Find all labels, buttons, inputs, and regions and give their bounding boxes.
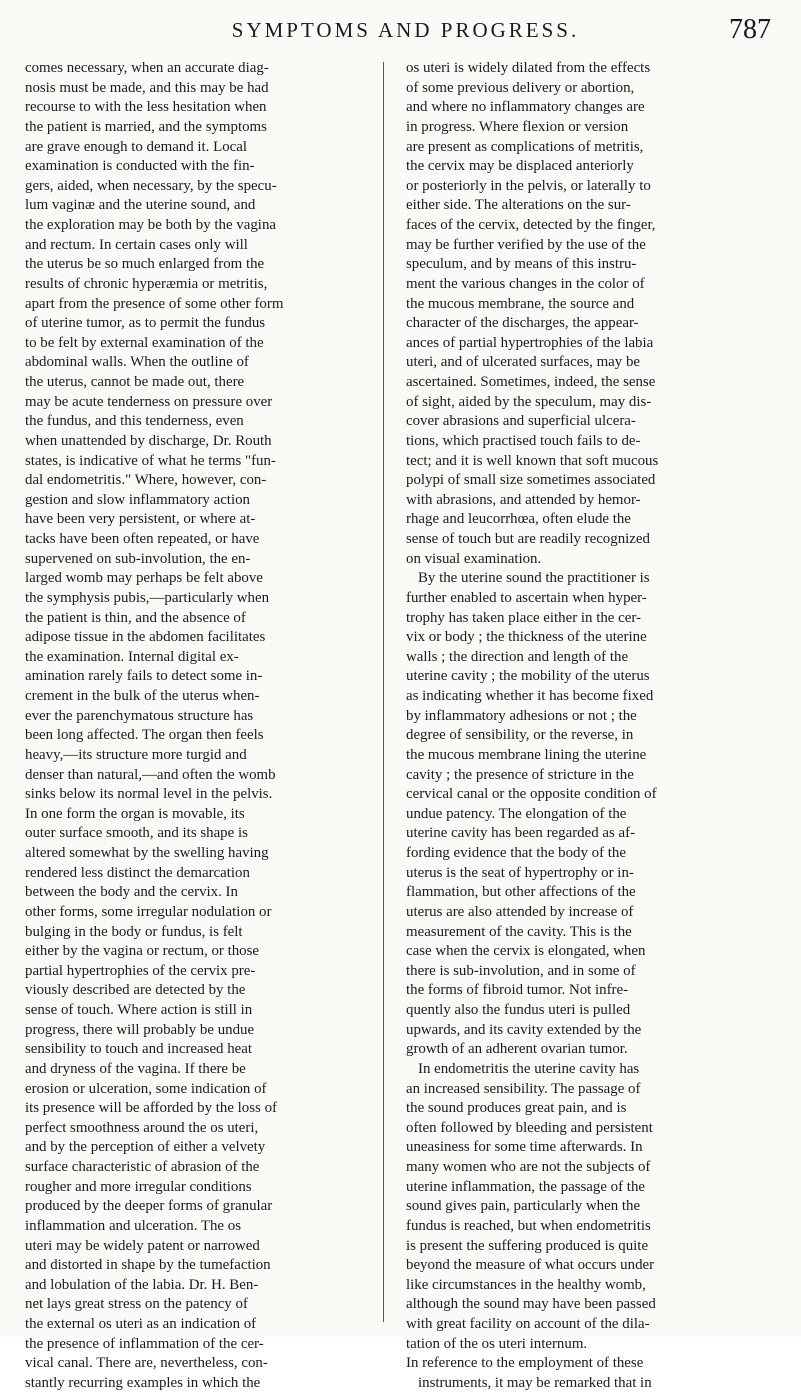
text-line: may be further verified by the use of the xyxy=(406,236,646,253)
text-line: flammation, but other affections of the xyxy=(406,884,636,901)
text-line: of sight, aided by the speculum, may dis- xyxy=(406,393,652,410)
running-title: SYMPTOMS AND PROGRESS. xyxy=(231,18,580,42)
text-line: are present as complications of metritis, xyxy=(406,138,644,155)
text-line: the fundus, and this tenderness, even xyxy=(25,413,244,430)
text-line: vical canal. There are, nevertheless, con- xyxy=(25,1355,268,1372)
text-line: bulging in the body or fundus, is felt xyxy=(25,923,243,940)
text-line: degree of sensibility, or the reverse, in xyxy=(406,727,634,744)
text-line: tation of the os uteri internum. xyxy=(406,1335,588,1352)
text-line: vix or body ; the thickness of the uterine xyxy=(406,629,647,646)
text-line: states, is indicative of what he terms "fun- xyxy=(25,452,276,469)
text-line: rhage and leucorrhœa, often elude the xyxy=(406,511,631,528)
text-line: the exploration may be both by the vagina xyxy=(25,217,277,233)
text-line: surface characteristic of abrasion of the xyxy=(25,1159,260,1175)
text-line: ment the various changes in the color of xyxy=(406,275,645,292)
text-line: altered somewhat by the swelling having xyxy=(25,845,269,861)
text-line: either by the vagina or rectum, or those xyxy=(25,943,260,960)
text-line: the presence of inflammation of the cer- xyxy=(25,1335,264,1352)
text-line: and distorted in shape by the tumefaction xyxy=(25,1257,271,1274)
text-line: instruments, it may be remarked that in xyxy=(418,1374,652,1391)
text-line: undue patency. The elongation of the xyxy=(406,805,627,822)
text-line: In one form the organ is movable, its xyxy=(25,805,245,822)
text-line: when unattended by discharge, Dr. Routh xyxy=(25,432,272,449)
text-line: erosion or ulceration, some indication of xyxy=(25,1080,267,1097)
text-line: or posteriorly in the pelvis, or laterally to xyxy=(406,177,651,194)
text-line: an increased sensibility. The passage of xyxy=(406,1080,641,1097)
text-line: may be acute tenderness on pressure over xyxy=(25,393,273,410)
text-line: ascertained. Sometimes, indeed, the sense xyxy=(406,374,656,390)
text-line: uterine cavity has been regarded as af- xyxy=(406,825,636,842)
text-line: like circumstances in the healthy womb, xyxy=(406,1276,646,1293)
text-line: as indicating whether it has become fixed xyxy=(406,688,654,704)
text-line: uterine cavity ; the mobility of the uterus xyxy=(406,668,650,685)
text-line: progress, there will probably be undue xyxy=(25,1021,255,1038)
text-line: adipose tissue in the abdomen facilitates xyxy=(25,629,266,646)
text-line: partial hypertrophies of the cervix pre- xyxy=(25,962,256,979)
text-line: are grave enough to demand it. Local xyxy=(25,138,248,155)
column-divider xyxy=(383,62,384,1322)
text-line: beyond the measure of what occurs under xyxy=(406,1257,655,1274)
text-line: in progress. Where flexion or version xyxy=(406,118,629,135)
text-line: outer surface smooth, and its shape is xyxy=(25,825,248,842)
text-line: and dryness of the vagina. If there be xyxy=(25,1060,246,1077)
text-line: produced by the deeper forms of granular xyxy=(25,1198,273,1215)
text-line: ances of partial hypertrophies of the labia xyxy=(406,334,654,351)
text-line: nosis must be made, and this may be had xyxy=(25,79,269,96)
text-line: sense of touch but are readily recognized xyxy=(406,531,650,547)
text-line: quently also the fundus uteri is pulled xyxy=(406,1002,631,1018)
text-line: the symphysis pubis,—particularly when xyxy=(25,589,270,606)
text-line: growth of an adherent ovarian tumor. xyxy=(406,1041,628,1058)
text-line: examination is conducted with the fin- xyxy=(25,158,255,175)
text-line: heavy,—its structure more turgid and xyxy=(25,746,247,763)
text-line: apart from the presence of some other form xyxy=(25,295,284,312)
text-line: recourse to with the less hesitation when xyxy=(25,99,267,116)
text-line: on visual examination. xyxy=(406,550,542,567)
text-line: gestion and slow inflammatory action xyxy=(25,491,250,508)
text-line: and lobulation of the labia. Dr. H. Ben- xyxy=(25,1276,259,1293)
text-line: and by the perception of either a velvety xyxy=(25,1139,266,1156)
text-line: the mucous membrane lining the uterine xyxy=(406,746,647,763)
text-line: many women who are not the subjects of xyxy=(406,1159,651,1175)
text-line: faces of the cervix, detected by the finger, xyxy=(406,217,656,233)
text-line: net lays great stress on the patency of xyxy=(25,1296,248,1313)
text-line: either side. The alterations on the sur- xyxy=(406,197,631,214)
text-line: uteri, and of ulcerated surfaces, may be xyxy=(406,354,641,371)
text-line: cervical canal or the opposite condition of xyxy=(406,786,657,803)
text-line: the uterus, cannot be made out, there xyxy=(25,374,245,390)
text-line: supervened on sub-involution, the en- xyxy=(25,550,251,567)
text-line: cavity ; the presence of stricture in the xyxy=(406,766,634,783)
text-line: speculum, and by means of this instru- xyxy=(406,256,637,273)
text-line: tacks have been often repeated, or have xyxy=(25,531,260,547)
text-line: and rectum. In certain cases only will xyxy=(25,236,248,253)
text-line: uteri may be widely patent or narrowed xyxy=(25,1237,260,1254)
text-line: with great facility on account of the dila- xyxy=(406,1316,650,1332)
text-line: the sound produces great pain, and is xyxy=(406,1100,627,1117)
text-line: to be felt by external examination of the xyxy=(25,334,264,351)
text-line: ever the parenchymatous structure has xyxy=(25,707,254,724)
text-line: In endometritis the uterine cavity has xyxy=(418,1060,640,1077)
text-line: and where no inflammatory changes are xyxy=(406,99,645,116)
text-line: trophy has taken place either in the cer- xyxy=(406,609,641,626)
text-line: of uterine tumor, as to permit the fundus xyxy=(25,315,266,332)
text-line: upwards, and its cavity extended by the xyxy=(406,1021,642,1038)
text-line: case when the cervix is elongated, when xyxy=(406,943,646,960)
text-line: sinks below its normal level in the pelvis. xyxy=(25,786,273,803)
text-line: os uteri is widely dilated from the effects xyxy=(406,60,651,76)
text-line: its presence will be afforded by the loss of xyxy=(25,1100,277,1117)
text-line: by inflammatory adhesions or not ; the xyxy=(406,707,637,724)
text-line: uneasiness for some time afterwards. In xyxy=(406,1139,643,1156)
text-line: larged womb may perhaps be felt above xyxy=(25,570,263,587)
text-line: been long affected. The organ then feels xyxy=(25,727,264,744)
text-line: sensibility to touch and increased heat xyxy=(25,1041,253,1058)
text-line: of some previous delivery or abortion, xyxy=(406,79,635,96)
text-line: although the sound may have been passed xyxy=(406,1296,656,1313)
page-number: 787 xyxy=(729,14,771,45)
text-line: the mucous membrane, the source and xyxy=(406,295,635,312)
text-line: comes necessary, when an accurate diag- xyxy=(25,60,269,76)
text-line: rendered less distinct the demarcation xyxy=(25,864,250,881)
text-line: inflammation and ulceration. The os xyxy=(25,1217,241,1234)
text-line: sense of touch. Where action is still in xyxy=(25,1002,253,1018)
text-line: fording evidence that the body of the xyxy=(406,845,626,861)
left-column xyxy=(25,59,370,1394)
text-line: the patient is thin, and the absence of xyxy=(25,609,246,626)
text-line: there is sub-involution, and in some of xyxy=(406,962,636,979)
text-line: stantly recurring examples in which the xyxy=(25,1374,261,1391)
text-line: rougher and more irregular conditions xyxy=(25,1178,252,1195)
text-line: the uterus be so much enlarged from the xyxy=(25,256,265,273)
text-line: have been very persistent, or where at- xyxy=(25,511,256,528)
text-line: walls ; the direction and length of the xyxy=(406,648,629,665)
text-line: tect; and it is well known that soft mucous xyxy=(406,452,659,469)
text-line: sound gives pain, particularly when the xyxy=(406,1198,641,1215)
text-line: often followed by bleeding and persistent xyxy=(406,1119,653,1136)
text-line: is present the suffering produced is quite xyxy=(406,1237,649,1254)
text-line: character of the discharges, the appear- xyxy=(406,315,639,332)
text-line: results of chronic hyperæmia or metritis, xyxy=(25,275,268,292)
text-line: denser than natural,—and often the womb xyxy=(25,766,276,783)
text-line: crement in the bulk of the uterus when- xyxy=(25,688,260,704)
text-line: the cervix may be displaced anteriorly xyxy=(406,158,634,175)
text-line: measurement of the cavity. This is the xyxy=(406,923,632,940)
text-line: uterus is the seat of hypertrophy or in- xyxy=(406,864,634,881)
text-line: with abrasions, and attended by hemor- xyxy=(406,491,641,508)
text-line: the patient is married, and the symptoms xyxy=(25,118,267,135)
text-line: uterine inflammation, the passage of the xyxy=(406,1178,645,1195)
text-line: dal endometritis." Where, however, con- xyxy=(25,472,267,489)
text-line: uterus are also attended by increase of xyxy=(406,903,634,920)
text-line: tions, which practised touch fails to de- xyxy=(406,432,641,449)
text-line: polypi of small size sometimes associated xyxy=(406,472,656,489)
text-line: the examination. Internal digital ex- xyxy=(25,648,239,665)
text-line: the forms of fibroid tumor. Not infre- xyxy=(406,982,629,999)
running-head xyxy=(40,14,771,48)
text-line: abdominal walls. When the outline of xyxy=(25,354,249,371)
text-line: gers, aided, when necessary, by the specu- xyxy=(25,177,277,194)
text-line: the external os uteri as an indication of xyxy=(25,1316,257,1332)
text-line: other forms, some irregular nodulation or xyxy=(25,903,272,920)
text-line: amination rarely fails to detect some in- xyxy=(25,668,263,685)
text-line: In reference to the employment of these xyxy=(406,1355,644,1372)
text-line: between the body and the cervix. In xyxy=(25,884,238,901)
text-line: cover abrasions and superficial ulcera- xyxy=(406,413,636,430)
right-column xyxy=(406,59,774,1394)
text-line: fundus is reached, but when endometritis xyxy=(406,1217,651,1234)
text-line: By the uterine sound the practitioner is xyxy=(418,570,650,587)
text-line: viously described are detected by the xyxy=(25,982,246,999)
text-line: perfect smoothness around the os uteri, xyxy=(25,1119,259,1136)
text-line: lum vaginæ and the uterine sound, and xyxy=(25,197,256,214)
text-line: further enabled to ascertain when hyper- xyxy=(406,589,647,606)
